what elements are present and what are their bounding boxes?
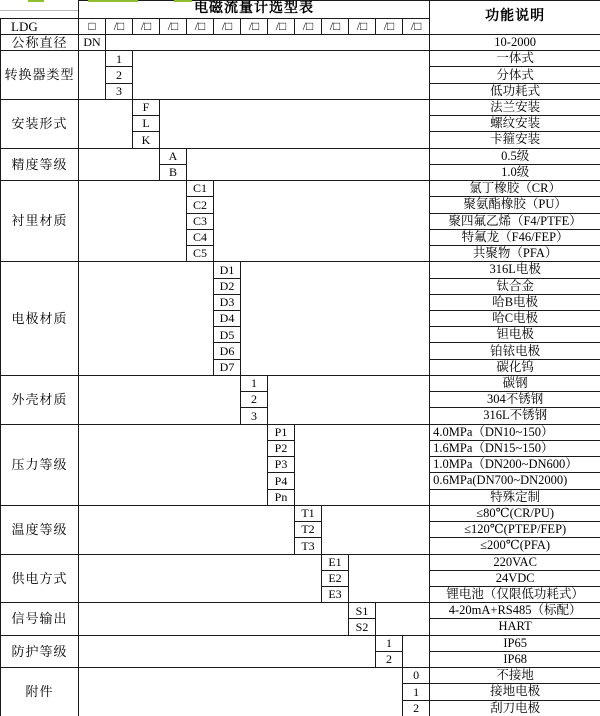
screenshot-artifact-green-dash <box>88 0 138 2</box>
option-description-cell: ≤200℃(PFA) <box>430 538 600 554</box>
option-row <box>1 554 600 570</box>
option-code-cell: 3 <box>106 83 133 99</box>
option-row <box>1 424 600 440</box>
option-code-cell: D6 <box>214 343 241 359</box>
option-code-cell: 0 <box>403 668 430 684</box>
option-description-cell: 共聚物（PFA） <box>430 246 600 262</box>
option-description-cell: 4.0MPa（DN10~150） <box>430 424 600 440</box>
option-code-cell: 1 <box>376 635 403 651</box>
option-code-cell: P4 <box>268 473 295 489</box>
model-prefix: LDG <box>1 19 79 35</box>
model-slash-box: /□ <box>322 19 349 35</box>
option-code-cell: Pn <box>268 489 295 505</box>
option-code-cell: T1 <box>295 505 322 521</box>
right-spacer <box>214 181 430 262</box>
option-description-cell: 24VDC <box>430 570 600 586</box>
model-slash-box: /□ <box>214 19 241 35</box>
option-description-cell: 螺纹安装 <box>430 116 600 132</box>
option-row <box>1 35 600 51</box>
group-label: 精度等级 <box>1 148 79 180</box>
option-description-cell: 卡箍安装 <box>430 132 600 148</box>
right-spacer <box>268 375 430 424</box>
option-code-cell: F <box>133 99 160 115</box>
option-description-cell: 锂电池（仅限低功耗式） <box>430 586 600 602</box>
left-spacer <box>79 148 160 180</box>
option-code-cell: P2 <box>268 440 295 456</box>
left-spacer <box>79 99 133 148</box>
option-description-cell: 316L电极 <box>430 262 600 278</box>
option-code-cell: P3 <box>268 457 295 473</box>
right-spacer <box>241 262 430 376</box>
option-row <box>1 603 600 619</box>
option-description-cell: 304不锈钢 <box>430 392 600 408</box>
model-slash-box: /□ <box>133 19 160 35</box>
right-spacer <box>349 554 430 603</box>
option-code-cell: D4 <box>214 310 241 326</box>
option-code-cell: 2 <box>106 67 133 83</box>
right-spacer <box>187 148 430 180</box>
option-code-cell: C2 <box>187 197 214 213</box>
option-description-cell: 哈C电极 <box>430 310 600 326</box>
option-description-cell: 聚四氟乙烯（F4/PTFE） <box>430 213 600 229</box>
right-spacer <box>160 99 430 148</box>
model-slash-box: /□ <box>403 19 430 35</box>
option-code-cell: 1 <box>241 375 268 391</box>
option-description-cell: 氯丁橡胶（CR） <box>430 181 600 197</box>
option-description-cell: 0.5级 <box>430 148 600 164</box>
option-description-cell: 4-20mA+RS485（标配） <box>430 603 600 619</box>
left-spacer <box>79 668 403 716</box>
screenshot-artifact-green-dash <box>174 0 192 2</box>
option-code-cell: K <box>133 132 160 148</box>
right-spacer <box>403 635 430 667</box>
option-code-cell: E3 <box>322 586 349 602</box>
option-code-cell: 2 <box>241 392 268 408</box>
right-spacer <box>106 35 430 51</box>
option-row <box>1 181 600 197</box>
model-slash-box: /□ <box>187 19 214 35</box>
right-spacer <box>322 505 430 554</box>
option-description-cell: 316L不锈钢 <box>430 408 600 424</box>
option-code-cell: A <box>160 148 187 164</box>
option-code-cell: P1 <box>268 424 295 440</box>
option-row <box>1 262 600 278</box>
option-code-cell: E1 <box>322 554 349 570</box>
option-code-cell: C4 <box>187 229 214 245</box>
option-description-cell: 分体式 <box>430 67 600 83</box>
option-description-cell: IP65 <box>430 635 600 651</box>
left-spacer <box>79 424 268 505</box>
option-code-cell: D7 <box>214 359 241 375</box>
left-spacer <box>79 505 295 554</box>
option-code-cell: D2 <box>214 278 241 294</box>
left-spacer <box>79 603 349 635</box>
left-spacer <box>79 635 376 667</box>
option-description-cell: 0.6MPa(DN700~DN2000) <box>430 473 600 489</box>
option-code-cell: 2 <box>403 700 430 716</box>
group-label: 供电方式 <box>1 554 79 603</box>
option-description-cell: 不接地 <box>430 668 600 684</box>
page-title: 电磁流量计选型表 <box>79 1 430 19</box>
option-description-cell: 1.6MPa（DN15~150） <box>430 440 600 456</box>
option-description-cell: 碳化钨 <box>430 359 600 375</box>
model-slash-box: /□ <box>268 19 295 35</box>
model-slash-box: /□ <box>349 19 376 35</box>
option-description-cell: 接地电极 <box>430 684 600 700</box>
table-body <box>1 1 600 716</box>
group-label: 外壳材质 <box>1 375 79 424</box>
function-header: 功能说明 <box>430 1 600 35</box>
option-description-cell: 1.0级 <box>430 164 600 180</box>
option-code-cell: D1 <box>214 262 241 278</box>
option-description-cell: 钛合金 <box>430 278 600 294</box>
option-description-cell: 低功耗式 <box>430 83 600 99</box>
right-spacer <box>295 424 430 505</box>
option-description-cell: IP68 <box>430 651 600 667</box>
left-spacer <box>79 375 241 424</box>
option-description-cell: 钽电极 <box>430 327 600 343</box>
option-description-cell: 220VAC <box>430 554 600 570</box>
option-code-cell: 1 <box>403 684 430 700</box>
option-row <box>1 99 600 115</box>
screenshot-artifact-green-dash <box>28 0 44 2</box>
option-description-cell: 特殊定制 <box>430 489 600 505</box>
option-code-cell: 2 <box>376 651 403 667</box>
group-label: 安装形式 <box>1 99 79 148</box>
option-row <box>1 375 600 391</box>
option-code-cell: DN <box>79 35 106 51</box>
option-description-cell: 特氟龙（F46/FEP） <box>430 229 600 245</box>
right-spacer <box>133 51 430 100</box>
option-code-cell: 3 <box>241 408 268 424</box>
left-spacer <box>79 181 187 262</box>
group-label: 衬里材质 <box>1 181 79 262</box>
option-code-cell: B <box>160 164 187 180</box>
group-label: 附件 <box>1 668 79 716</box>
option-code-cell: C5 <box>187 246 214 262</box>
option-row <box>1 505 600 521</box>
option-row <box>1 635 600 651</box>
option-row <box>1 668 600 684</box>
option-description-cell: ≤80℃(CR/PU) <box>430 505 600 521</box>
group-label: 信号输出 <box>1 603 79 635</box>
option-code-cell: T3 <box>295 538 322 554</box>
option-description-cell: 聚氨酯橡胶（PU） <box>430 197 600 213</box>
option-description-cell: 1.0MPa（DN200~DN600） <box>430 457 600 473</box>
left-spacer <box>79 554 322 603</box>
screenshot-artifact-gridline <box>0 10 78 11</box>
option-code-cell: S1 <box>349 603 376 619</box>
model-slash-box: /□ <box>160 19 187 35</box>
group-label: 防护等级 <box>1 635 79 667</box>
left-spacer <box>79 262 214 376</box>
option-description-cell: ≤120℃(PTEP/FEP) <box>430 522 600 538</box>
option-description-cell: 哈B电极 <box>430 294 600 310</box>
option-code-cell: T2 <box>295 522 322 538</box>
group-label: 转换器类型 <box>1 51 79 100</box>
model-slash-box: /□ <box>241 19 268 35</box>
group-label: 公称直径 <box>1 35 79 51</box>
model-slash-box: /□ <box>106 19 133 35</box>
model-base-box: □ <box>79 19 106 35</box>
option-code-cell: S2 <box>349 619 376 635</box>
option-code-cell: L <box>133 116 160 132</box>
option-code-cell: C3 <box>187 213 214 229</box>
model-slash-box: /□ <box>295 19 322 35</box>
option-description-cell: 10-2000 <box>430 35 600 51</box>
option-code-cell: E2 <box>322 570 349 586</box>
option-description-cell: 刮刀电极 <box>430 700 600 716</box>
title-row <box>1 1 600 19</box>
option-description-cell: 碳钢 <box>430 375 600 391</box>
option-row <box>1 148 600 164</box>
option-code-cell: 1 <box>106 51 133 67</box>
option-row <box>1 51 600 67</box>
group-label: 电极材质 <box>1 262 79 376</box>
option-code-cell: D5 <box>214 327 241 343</box>
option-description-cell: 铂铱电极 <box>430 343 600 359</box>
model-slash-box: /□ <box>376 19 403 35</box>
option-code-cell: D3 <box>214 294 241 310</box>
option-description-cell: HART <box>430 619 600 635</box>
right-spacer <box>376 603 430 635</box>
option-code-cell: C1 <box>187 181 214 197</box>
left-spacer <box>79 51 106 100</box>
group-label: 温度等级 <box>1 505 79 554</box>
option-description-cell: 法兰安装 <box>430 99 600 115</box>
group-label: 压力等级 <box>1 424 79 505</box>
option-description-cell: 一体式 <box>430 51 600 67</box>
